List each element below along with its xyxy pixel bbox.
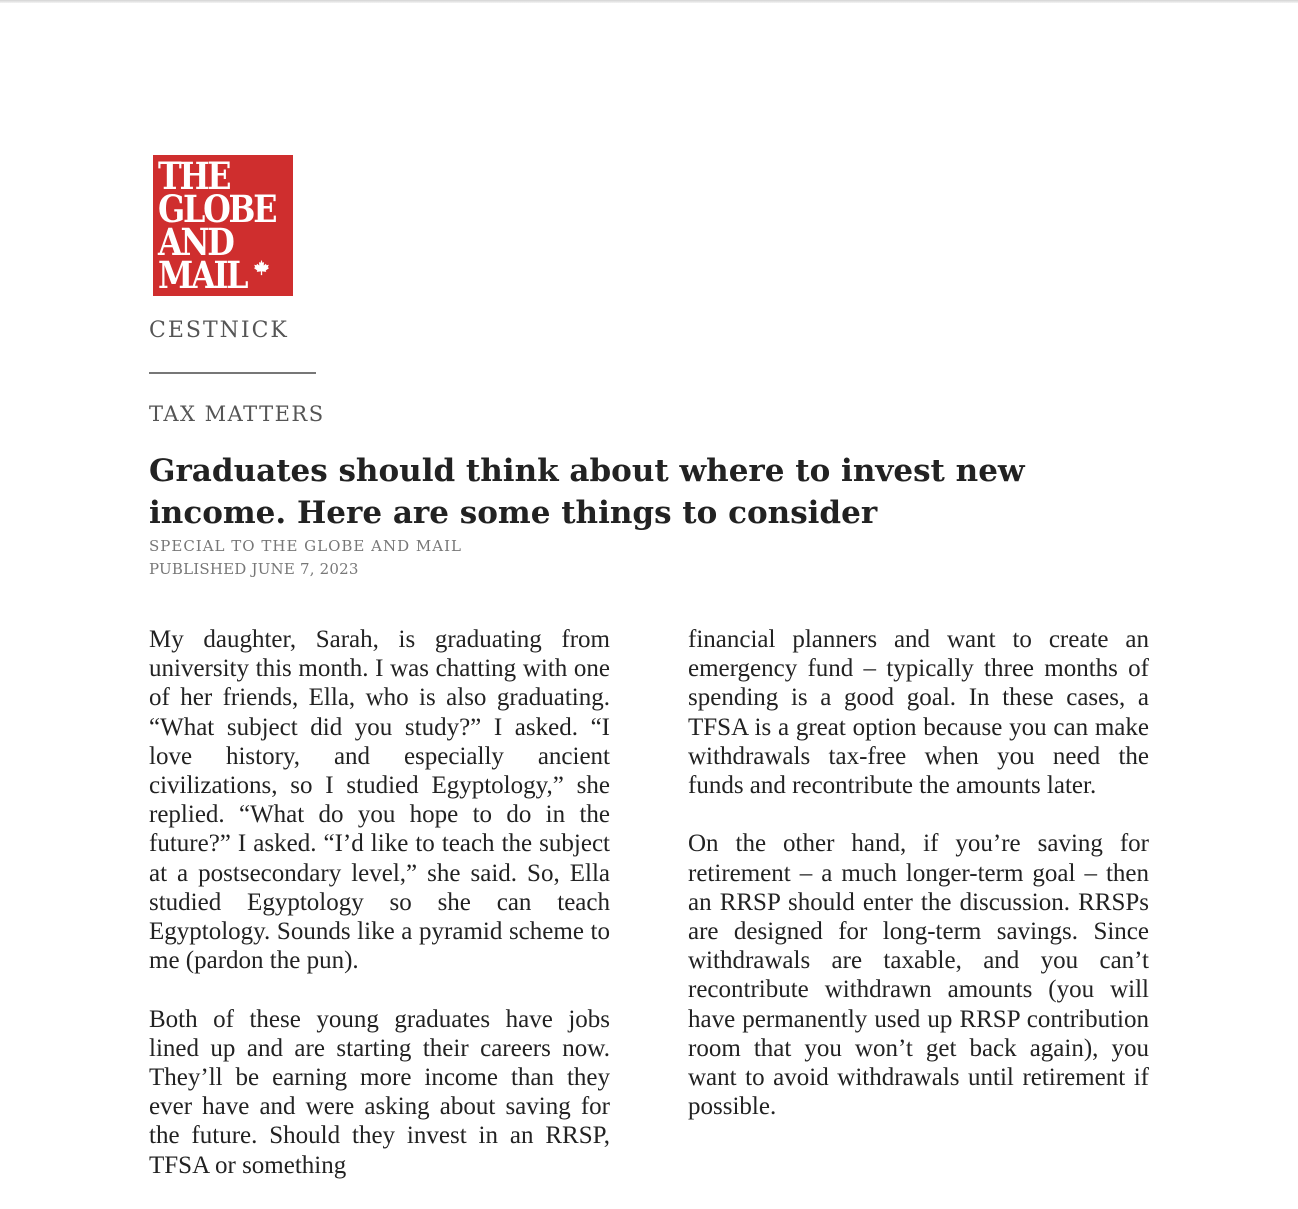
body-paragraph: My daughter, Sarah, is graduating from university this month. I was chatting with one of her friends, Ella, who is also graduating. “What subject did you study?” I asked. “I love history, and especially ancient civilizations, so I studied Egyptology,” she replied. “What do you hope to do in the future?” I asked. “I’d like to teach the subject at a postsecondary level,” she said. So, Ella studied Egyptology so she can teach Egyptology. Sounds like a pyramid scheme to me (pardon the pun).	[149, 626, 610, 975]
article-column-right	[688, 625, 1149, 1151]
logo-line: GLOBE	[158, 187, 276, 231]
logo-line: MAIL	[158, 253, 247, 296]
body-paragraph: Both of these young graduates have jobs lined up and are starting their careers now. They’ll be earning more income than they ever have and were asking about saving for the future. Should they invest in an RRSP, TFSA or something	[149, 1005, 610, 1179]
publish-date: PUBLISHED JUNE 7, 2023	[149, 560, 359, 578]
article-headline: Graduates should think about where to invest new income. Here are some things to consider	[149, 453, 1025, 531]
article-column-left	[149, 625, 610, 1209]
globe-and-mail-logo	[153, 155, 293, 296]
section-label: CESTNICK	[149, 318, 289, 343]
body-paragraph: On the other hand, if you’re saving for retirement – a much longer-term goal – then an RRSP should enter the discussion. RRSPs are designed for long-term savings. Since withdrawals are taxable, and you can’t recontribute withdrawn amounts (you will have permanently used up RRSP contribution room that you won’t get back again), you want to avoid withdrawals until retirement if possible.	[688, 830, 1149, 1121]
article-byline: SPECIAL TO THE GLOBE AND MAIL	[149, 537, 462, 555]
body-paragraph: financial planners and want to create an emergency fund – typically three months of spending is a good goal. In these cases, a TFSA is a great option because you can make withdrawals tax-free when you need the funds and recontribute the amounts later.	[688, 626, 1149, 800]
maple-leaf-icon	[253, 259, 270, 276]
page-top-shadow	[0, 0, 1298, 3]
logo-line: THE	[158, 155, 230, 198]
column-kicker: TAX MATTERS	[149, 402, 325, 426]
logo-line: AND	[158, 220, 233, 264]
section-divider	[149, 372, 316, 374]
